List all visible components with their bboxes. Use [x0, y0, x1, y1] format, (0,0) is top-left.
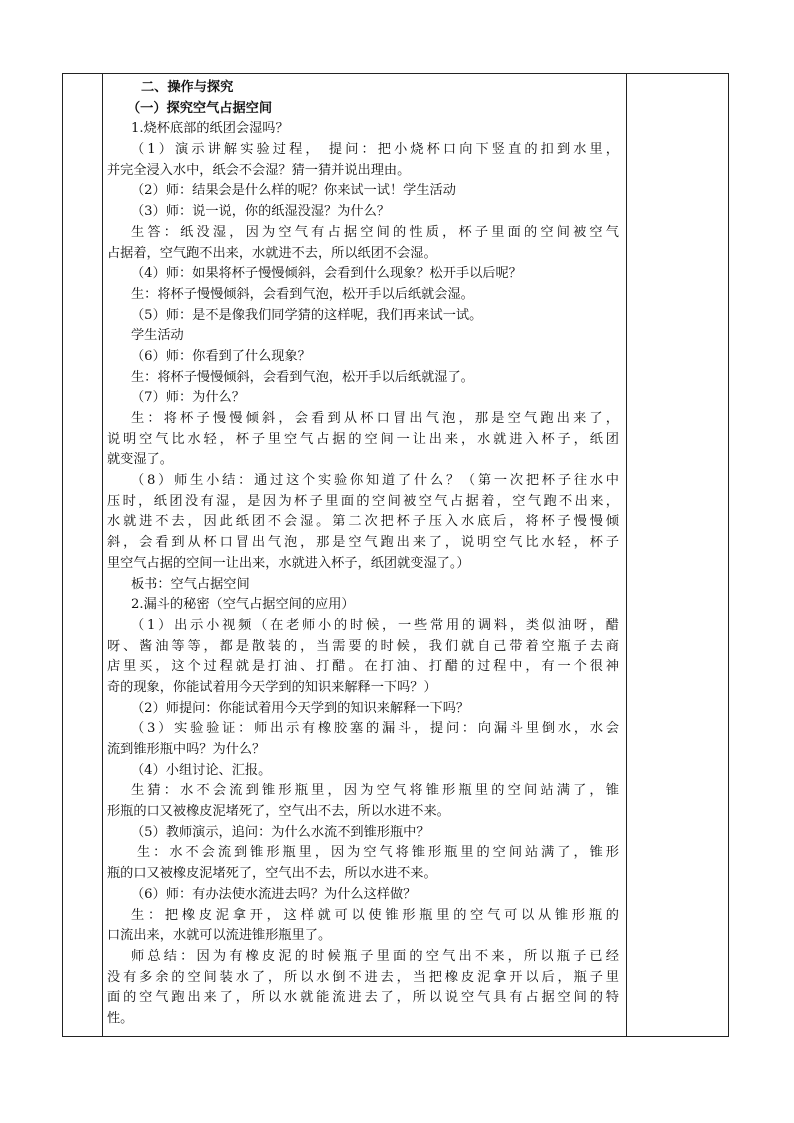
text-line: （4）小组讨论、汇报。	[131, 762, 272, 778]
text-line: 生：水不会流到锥形瓶里，因为空气将锥形瓶里的空间站满了，锥形	[137, 845, 619, 861]
text-line: 板书：空气占据空间	[131, 576, 250, 592]
text-line: 面的空气跑出来了，所以水就能流进去了，所以说空气具有占据空间的特	[107, 990, 619, 1006]
text-line: 店里买，这个过程就是打油、打醋。在打油、打醋的过程中，有一个很神	[107, 659, 619, 675]
column-divider-right	[626, 74, 627, 1036]
text-line: 师总结：因为有橡皮泥的时候瓶子里面的空气出不来，所以瓶子已经	[131, 948, 619, 964]
text-line: 没有多余的空间装水了，所以水倒不进去，当把橡皮泥拿开以后，瓶子里	[107, 969, 619, 985]
text-line: 性。	[107, 1010, 134, 1026]
text-line: （1）出示小视频（在老师小的时候，一些常用的调料，类似油呀，醋	[131, 617, 619, 633]
text-line: 压时，纸团没有湿，是因为杯子里面的空间被空气占据着，空气跑不出来，	[107, 493, 619, 509]
text-line: （2）师提问：你能试着用今天学到的知识来解释一下吗？	[131, 700, 470, 716]
text-line: 占据着，空气跑不出来，水就进不去，所以纸团不会湿。	[107, 245, 437, 261]
text-line: 1.烧杯底部的纸团会湿吗？	[131, 121, 289, 137]
text-line: 奇的现象，你能试着用今天学到的知识来解释一下吗？）	[107, 679, 437, 695]
text-line: （8）师生小结：通过这个实验你知道了什么？（第一次把杯子往水中	[131, 473, 619, 489]
text-line: 学生活动	[131, 328, 184, 344]
lesson-content-cell	[107, 78, 619, 1030]
text-line: （6）师：有办法使水流进去吗？为什么这样做？	[131, 886, 417, 902]
text-line: （5）师：是不是像我们同学猜的这样呢，我们再来试一试。	[131, 307, 483, 323]
text-line: 生：将杯子慢慢倾斜，会看到气泡，松开手以后纸就会湿。	[131, 286, 474, 302]
text-line: 生答：纸没湿，因为空气有占据空间的性质，杯子里面的空间被空气	[131, 224, 619, 240]
text-line: 二、操作与探究	[141, 80, 234, 95]
text-line: （6）师：你看到了什么现象？	[131, 348, 311, 364]
text-line: 并完全浸入水中，纸会不会湿？猜一猜并说出理由。	[107, 162, 411, 178]
text-line: （4）师：如果将杯子慢慢倾斜，会看到什么现象？松开手以后呢？	[131, 266, 522, 282]
text-line: 生：将杯子慢慢倾斜，会看到从杯口冒出气泡，那是空气跑出来了，	[131, 411, 619, 426]
lesson-table	[62, 73, 729, 1037]
text-line: （5）教师演示，追问：为什么水流不到锥形瓶中？	[131, 824, 430, 840]
text-line: 就变湿了。	[107, 452, 173, 468]
text-line: 口流出来，水就可以流进锥形瓶里了。	[107, 928, 332, 944]
text-line: 生：把橡皮泥拿开，这样就可以使锥形瓶里的空气可以从锥形瓶的	[131, 907, 619, 923]
text-line: 斜，会看到从杯口冒出气泡，那是空气跑出来了，说明空气比水轻，杯子	[107, 535, 619, 551]
text-line: 水就进不去，因此纸团不会湿。第二次把杯子压入水底后，将杯子慢慢倾	[107, 514, 619, 530]
text-line: 说明空气比水轻，杯子里空气占据的空间一让出来，水就进入杯子，纸团	[107, 431, 619, 447]
text-line: 生猜：水不会流到锥形瓶里，因为空气将锥形瓶里的空间站满了，锥	[131, 783, 619, 799]
text-line: 2.漏斗的秘密（空气占据空间的应用）	[131, 597, 355, 613]
text-line: 流到锥形瓶中吗？为什么？	[107, 742, 266, 757]
column-divider-left	[102, 74, 103, 1036]
text-line: （3）师：说一说，你的纸湿没湿？为什么？	[131, 204, 390, 220]
text-line: （1）演示讲解实验过程， 提问：把小烧杯口向下竖直的扣到水里，	[131, 142, 619, 158]
text-line: （一）探究空气占据空间	[127, 100, 273, 116]
text-line: （3）实验验证：师出示有橡胶塞的漏斗，提问：向漏斗里倒水，水会	[131, 721, 619, 737]
text-line: （2）师：结果会是什么样的呢？你来试一试！学生活动	[131, 183, 456, 199]
text-line: 里空气占据的空间一让出来，水就进入杯子，纸团就变湿了。）	[107, 555, 470, 571]
text-line: （7）师：为什么？	[131, 390, 245, 406]
text-line: 生：将杯子慢慢倾斜，会看到气泡，松开手以后纸就湿了。	[131, 369, 474, 385]
text-line: 呀、酱油等等，都是散装的，当需要的时候，我们就自己带着空瓶子去商	[107, 638, 619, 654]
text-line: 形瓶的口又被橡皮泥堵死了，空气出不去，所以水进不来。	[107, 804, 450, 820]
text-line: 瓶的口又被橡皮泥堵死了，空气出不去，所以水进不来。	[107, 866, 437, 882]
